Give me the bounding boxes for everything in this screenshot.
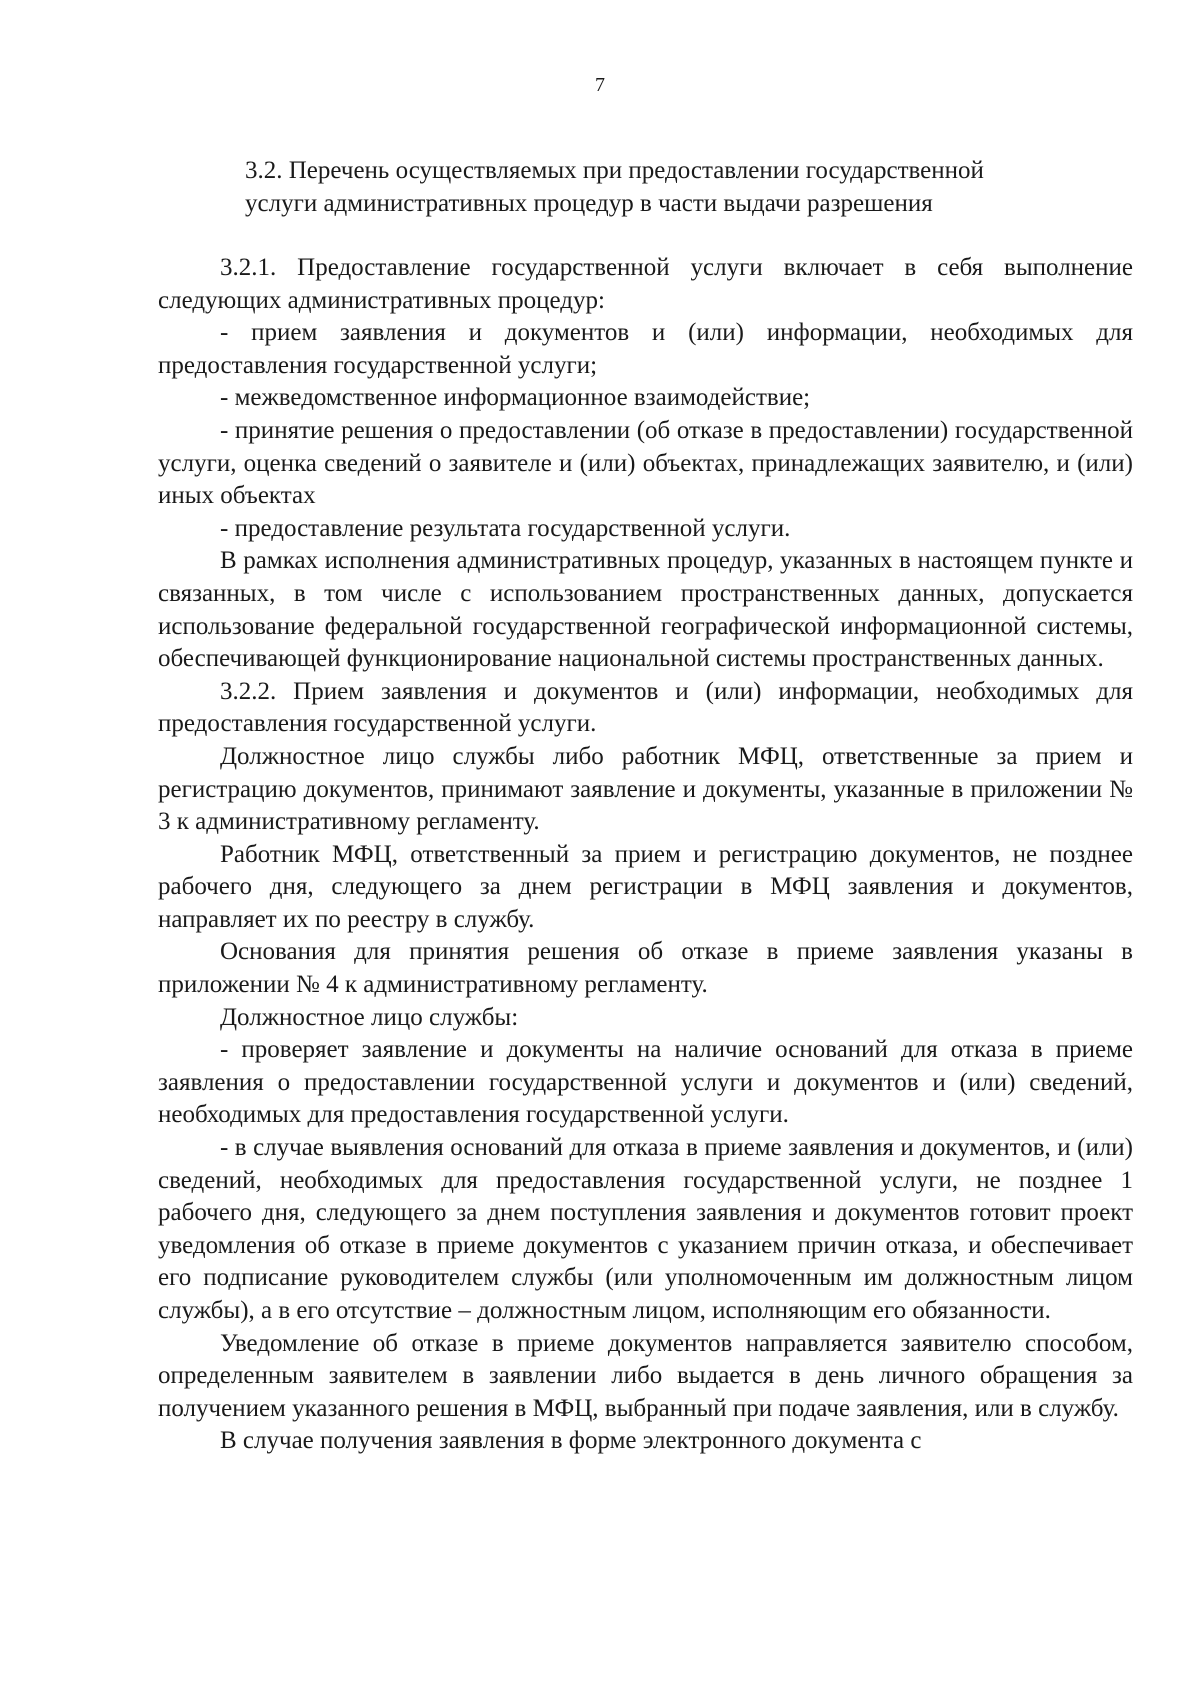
paragraph-official-duties: Должностное лицо службы: [220, 1003, 519, 1031]
paragraph-3-2-1: 3.2.1. Предоставление государственной услуги включает в себя выполнение следующих административных процедур: [158, 254, 1133, 314]
list-item-receipt: - прием заявления и документов и (или) информации, необходимых для предоставления государственной услуги; [158, 319, 1133, 379]
paragraph-notification: Уведомление об отказе в приеме документов направляется заявителю способом, определенным заявителем в заявлении либо выдается в день личного обращения за получением указанного решения в МФЦ, выбранный при подаче заявления, или в службу. [158, 1329, 1133, 1422]
list-item-decision: - принятие решения о предоставлении (об отказе в предоставлении) государственной услуги, оценка сведений о заявителе и (или) объектах, принадлежащих заявителю, и (или) иных объектах [158, 416, 1133, 510]
section-heading-line-2: услуги административных процедур в части выдачи разрешения [245, 190, 933, 217]
page-number: 7 [595, 74, 605, 96]
paragraph-official-mfc: Должностное лицо службы либо работник МФЦ, ответственные за прием и регистрацию документов, принимают заявление и документы, указанные в приложении № 3 к административному регламенту. [158, 742, 1133, 836]
paragraph-spatial-data: В рамках исполнения административных процедур, указанных в настоящем пункте и связанных, в том числе с использованием пространственных данных, допускается использование федеральной государственной географической информационной системы, обеспечивающей функционирование национальной системы пространственных данных. [158, 547, 1133, 673]
paragraph-mfc-worker: Работник МФЦ, ответственный за прием и регистрацию документов, не позднее рабочего дня, следующего за днем регистрации в МФЦ заявления и документов, направляет их по реестру в службу. [158, 840, 1133, 933]
section-heading-line-1: 3.2. Перечень осуществляемых при предоставлении государственной [245, 157, 984, 184]
paragraph-electronic: В случае получения заявления в форме электронного документа с [220, 1427, 922, 1455]
list-item-checks: - проверяет заявление и документы на наличие оснований для отказа в приеме заявления о предоставлении государственной услуги и документов и (или) сведений, необходимых для предоставления государственной услуги. [158, 1036, 1133, 1129]
list-item-refusal-case: - в случае выявления оснований для отказа в приеме заявления и документов, и (или) сведений, необходимых для предоставления государственной услуги, не позднее 1 рабочего дня, следующего за днем поступления заявления и документов готовит проект уведомления об отказе в приеме документов с указанием причин отказа, и обеспечивает его подписание руководителем службы (или уполномоченным им должностным лицом службы), а в его отсутствие – должностным лицом, исполняющим его обязанности. [158, 1134, 1133, 1324]
document-body [158, 252, 1133, 1458]
list-item-result: - предоставление результата государственной услуги. [220, 514, 791, 542]
list-item-interaction: - межведомственное информационное взаимодействие; [220, 384, 811, 412]
paragraph-refusal-grounds: Основания для принятия решения об отказе в приеме заявления указаны в приложении № 4 к административному регламенту. [158, 938, 1133, 999]
paragraph-3-2-2: 3.2.2. Прием заявления и документов и (или) информации, необходимых для предоставления государственной услуги. [158, 677, 1133, 738]
section-heading [245, 154, 1085, 220]
